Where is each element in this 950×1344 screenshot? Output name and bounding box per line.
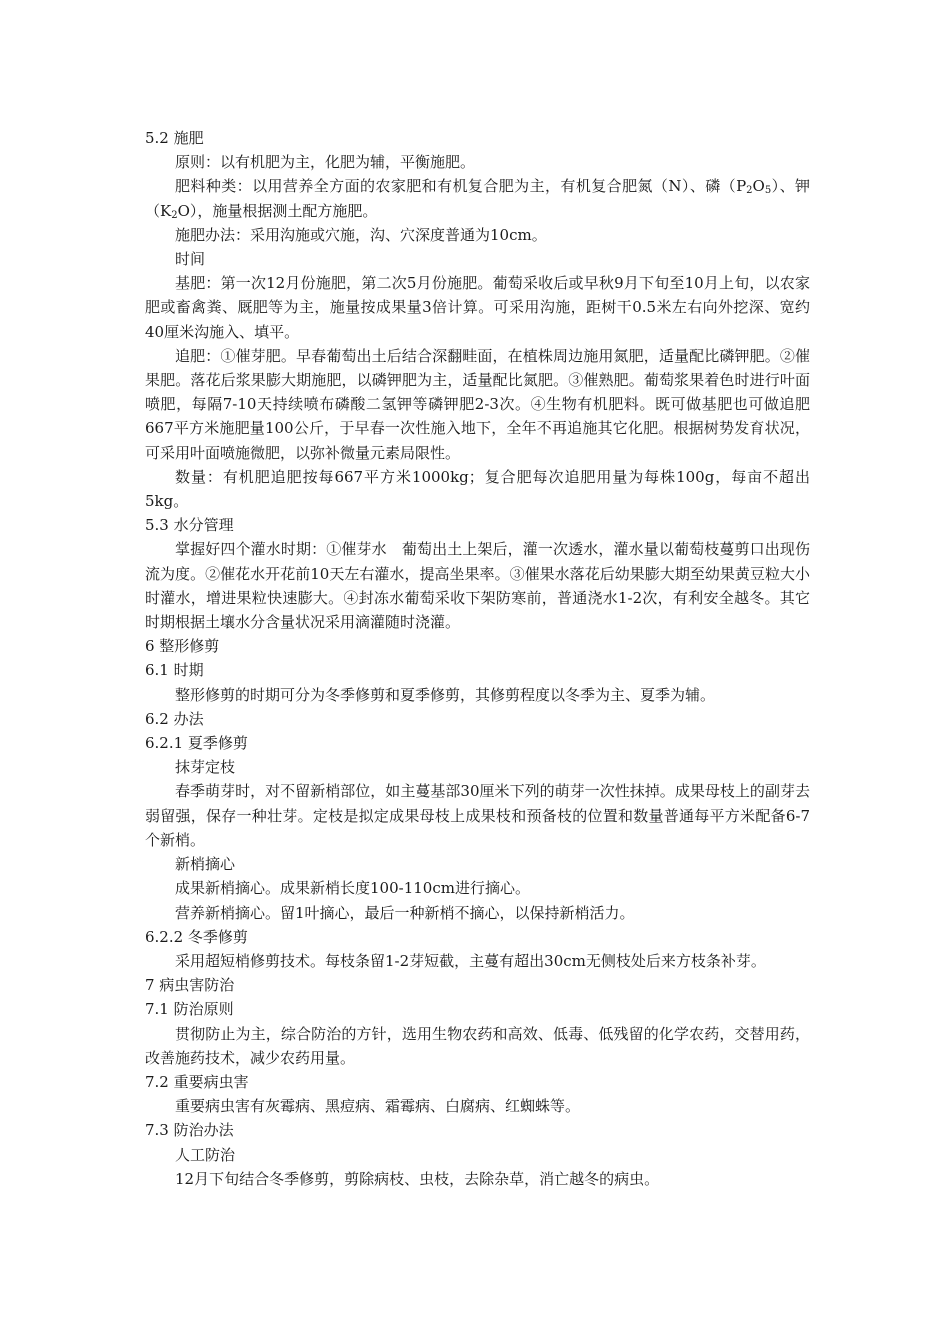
section-heading-7: 7 病虫害防治 <box>145 976 235 995</box>
paragraph-top-dressing: 追肥：①催芽肥。早春葡萄出土后结合深翻畦面，在植株周边施用氮肥，适量配比磷钾肥。②催果肥。落花后浆果膨大期施肥，以磷钾肥为主，适量配比氮肥。③催熟肥。葡萄浆果着色时进行叶面喷肥，每隔7-10天持续喷布磷酸二氢钾等磷钾肥2-3次。④生物有机肥料。既可做基肥也可做追肥667平方米施肥量100公斤，于早春一次性施入地下，全年不再追施其它化肥。根据树势发育状况，可采用叶面喷施微肥，以弥补微量元素局限性。 <box>145 346 810 462</box>
paragraph-pinch-title: 新梢摘心 <box>175 855 236 874</box>
paragraph-winter-pruning: 采用超短梢修剪技术。每枝条留1-2芽短截，主蔓有超出30cm无侧枝处后来方枝条补芽。 <box>175 951 766 970</box>
section-heading-5-3: 5.3 水分管理 <box>145 516 234 535</box>
paragraph-time: 时间 <box>175 250 206 269</box>
paragraph-principle: 原则：以有机肥为主，化肥为辅，平衡施肥。 <box>175 153 476 172</box>
paragraph-quantity: 数量：有机肥追肥按每667平方米1000kg；复合肥每次追肥用量为每株100g，每亩不超出5kg。 <box>145 467 810 511</box>
paragraph-method: 施肥办法：采用沟施或穴施，沟、穴深度普通为10cm。 <box>175 225 547 244</box>
section-heading-7-3: 7.3 防治办法 <box>145 1121 234 1140</box>
paragraph-water: 掌握好四个灌水时期：①催芽水 葡萄出土上架后，灌一次透水，灌水量以葡萄枝蔓剪口出现伤流为度。②催花水开花前10天左右灌水，提高坐果率。③催果水落花后幼果膨大期至幼果黄豆粒大小时灌水，增进果粒快速膨大。④封冻水葡萄采收下架防寒前，普通浇水1-2次，有利安全越冬。其它时期根据土壤水分含量状况采用滴灌随时浇灌。 <box>145 540 810 632</box>
paragraph-base-fertilizer: 基肥：第一次12月份施肥，第二次5月份施肥。葡萄采收后或早秋9月下旬至10月上旬，以农家肥或畜禽粪、厩肥等为主，施量按成果量3倍计算。可采用沟施，距树干0.5米左右向外挖深、宽约40厘米沟施入、填平。 <box>145 274 810 341</box>
paragraph-manual-title: 人工防治 <box>175 1145 236 1164</box>
paragraph-pests: 重要病虫害有灰霉病、黑痘病、霜霉病、白腐病、红蜘蛛等。 <box>175 1097 581 1116</box>
section-heading-6-1: 6.1 时期 <box>145 661 204 680</box>
section-heading-6-2-1: 6.2.1 夏季修剪 <box>145 734 248 753</box>
paragraph-manual-control: 12月下旬结合冬季修剪，剪除病枝、虫枝，去除杂草，消亡越冬的病虫。 <box>175 1169 660 1188</box>
paragraph-pinch-fruit: 成果新梢摘心。成果新梢长度100-110cm进行摘心。 <box>175 879 530 898</box>
paragraph-bud-removal-title: 抹芽定枝 <box>175 758 236 777</box>
section-heading-6-2: 6.2 办法 <box>145 709 204 728</box>
document-body <box>145 126 810 1191</box>
paragraph-pinch-vegetative: 营养新梢摘心。留1叶摘心，最后一种新梢不摘心，以保持新梢活力。 <box>175 903 635 922</box>
paragraph-fertilizer-types: 肥料种类：以用营养全方面的农家肥和有机复合肥为主，有机复合肥氮（N）、磷$(P_2O_5)$、钾$(K_2O)$，施量根据测土配方施肥。 <box>145 177 810 221</box>
section-heading-6: 6 整形修剪 <box>145 637 220 656</box>
section-heading-5-2: 5.2 施肥 <box>145 129 204 147</box>
paragraph-bud-removal: 春季萌芽时，对不留新梢部位，如主蔓基部30厘米下列的萌芽一次性抹掉。成果母枝上的副芽去弱留强，保存一种壮芽。定枝是拟定成果母枝上成果枝和预备枝的位置和数量普通每平方米配备6-7个新梢。 <box>145 782 810 849</box>
paragraph-control-principle: 贯彻防止为主，综合防治的方针，选用生物农药和高效、低毒、低残留的化学农药，交替用药，改善施药技术，减少农药用量。 <box>145 1024 810 1067</box>
section-heading-6-2-2: 6.2.2 冬季修剪 <box>145 927 248 946</box>
section-heading-7-1: 7.1 防治原则 <box>145 1000 234 1019</box>
section-heading-7-2: 7.2 重要病虫害 <box>145 1072 249 1091</box>
paragraph-period: 整形修剪的时期可分为冬季修剪和夏季修剪，其修剪程度以冬季为主、夏季为辅。 <box>175 685 716 704</box>
